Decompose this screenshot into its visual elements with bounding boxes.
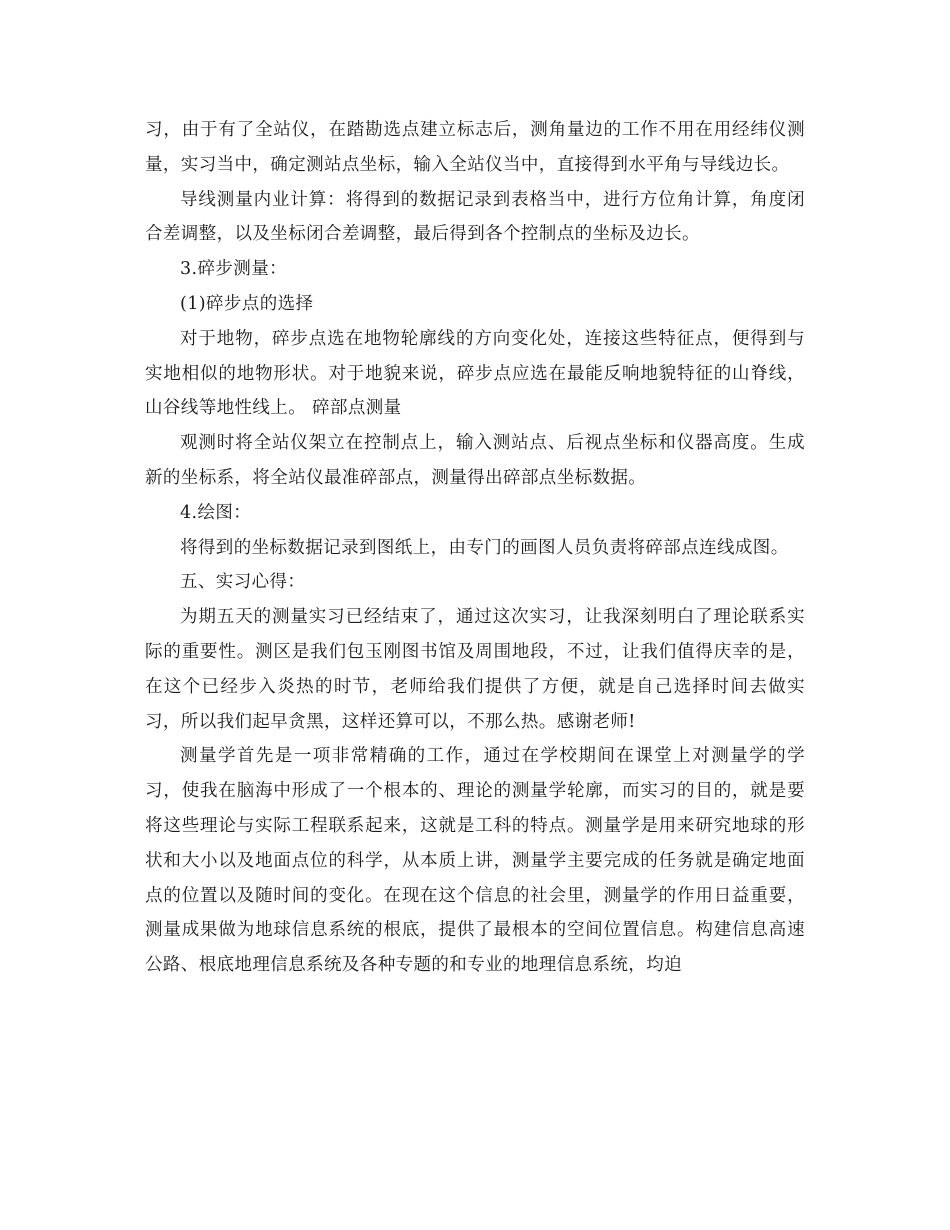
paragraph-traverse-calculation: 导线测量内业计算：将得到的数据记录到表格当中，进行方位角计算，角度闭合差调整，以及坐标闭合差调整，最后得到各个控制点的坐标及边长。 — [145, 189, 805, 245]
paragraph-reflection-1: 为期五天的测量实习已经结束了，通过这次实习，让我深刻明白了理论联系实际的重要性。测区是我们包玉刚图书馆及周围地段，不过，让我们值得庆幸的是，在这个已经步入炎热的时节，老师给我们提供了方便，就是自己选择时间去做实习，所以我们起早贪黑，这样还算可以，不那么热。感谢老师! — [145, 607, 805, 732]
paragraph-reflection-2: 测量学首先是一项非常精确的工作，通过在学校期间在课堂上对测量学的学习，使我在脑海中形成了一个根本的、理论的测量学轮廓，而实习的目的，就是要将这些理论与实际工程联系起来，这就是工科的特点。测量学是用来研究地球的形状和大小以及地面点位的科学，从本质上讲，测量学主要完成的任务就是确定地面点的位置以及随时间的变化。在现在这个信息的社会里，测量学的作用日益重要，测量成果做为地球信息系统的根底，提供了最根本的空间位置信息。构建信息高速公路、根底地理信息系统及各种专题的和专业的地理信息系统，均迫 — [145, 746, 805, 976]
heading-drawing: 4.绘图： — [180, 502, 252, 523]
body-text — [145, 113, 805, 983]
paragraph-continuation: 习，由于有了全站仪，在踏勘选点建立标志后，测角量边的工作不用在用经纬仪测量，实习当中，确定测站点坐标，输入全站仪当中，直接得到水平角与导线边长。 — [145, 120, 805, 175]
paragraph-drawing: 将得到的坐标数据记录到图纸上，由专门的画图人员负责将碎部点连线成图。 — [180, 537, 789, 558]
paragraph-observation: 观测时将全站仪架立在控制点上，输入测站点、后视点坐标和仪器高度。生成新的坐标系，将全站仪最准碎部点，测量得出碎部点坐标数据。 — [145, 433, 805, 488]
paragraph-point-selection: 对于地物，碎步点选在地物轮廓线的方向变化处，连接这些特征点，便得到与实地相似的地物形状。对于地貌来说，碎步点应选在最能反响地貌特征的山脊线，山谷线等地性线上。 碎部点测量 — [145, 328, 805, 419]
heading-detail-survey: 3.碎步测量： — [180, 259, 287, 280]
subheading-point-selection: (1)碎步点的选择 — [180, 293, 314, 314]
heading-internship-reflection: 五、实习心得： — [180, 572, 306, 593]
